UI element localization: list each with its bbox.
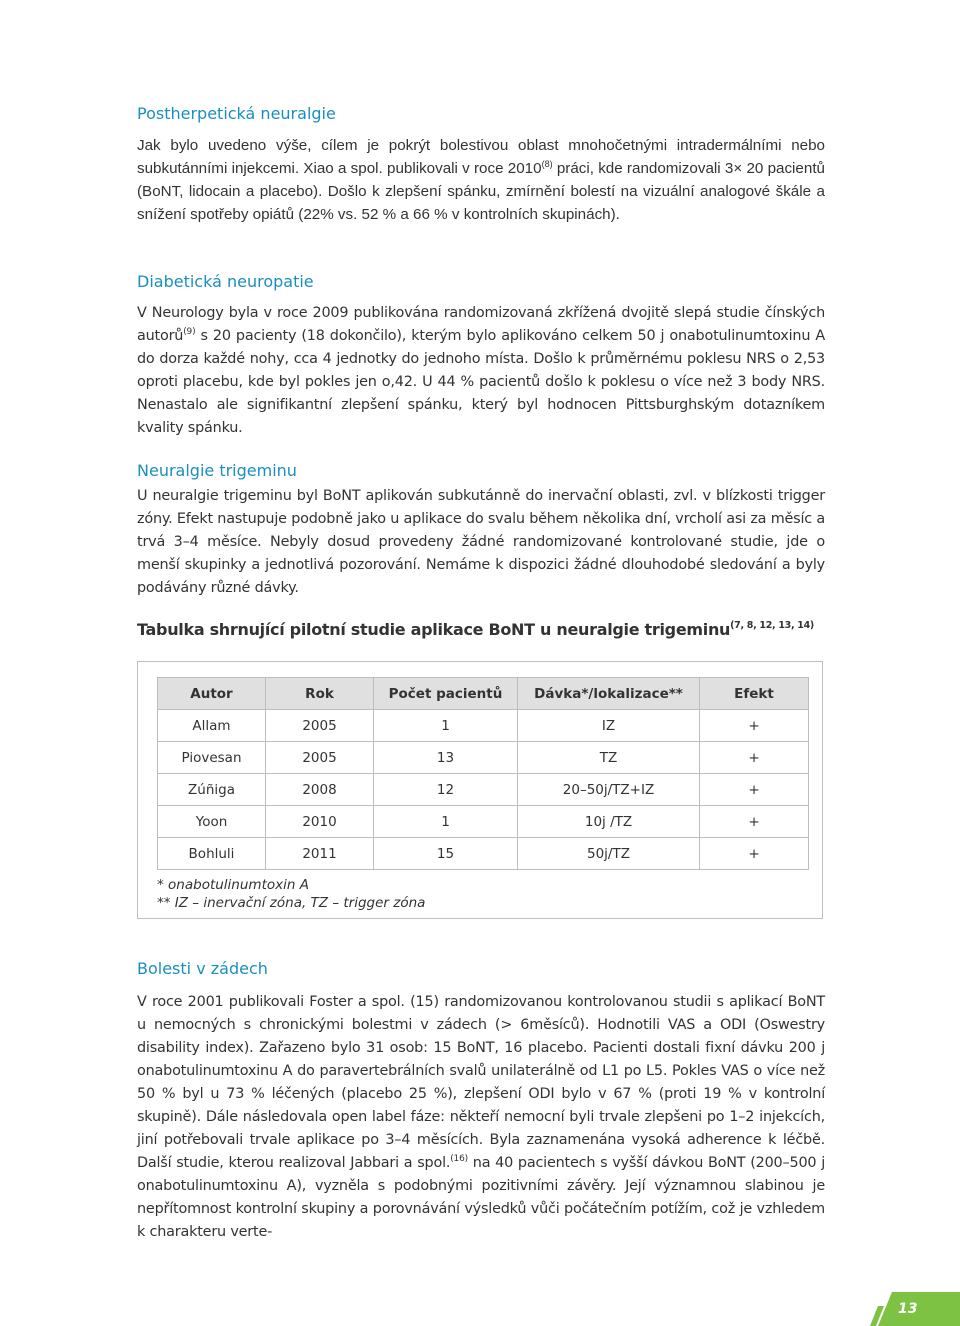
table-cell: IZ bbox=[518, 710, 700, 742]
table-cell: Bohluli bbox=[158, 838, 266, 870]
section-heading: Postherpetická neuralgie bbox=[137, 104, 336, 123]
section-paragraph bbox=[137, 991, 825, 1244]
column-header: Rok bbox=[266, 678, 374, 710]
table-cell: Yoon bbox=[158, 806, 266, 838]
column-header: Dávka*/lokalizace** bbox=[518, 678, 700, 710]
table-cell: 2008 bbox=[266, 774, 374, 806]
table-cell: + bbox=[700, 710, 809, 742]
table-cell: 2010 bbox=[266, 806, 374, 838]
table-cell: Allam bbox=[158, 710, 266, 742]
table-cell: + bbox=[700, 806, 809, 838]
table-row bbox=[158, 742, 809, 774]
column-header: Efekt bbox=[700, 678, 809, 710]
table-cell: + bbox=[700, 742, 809, 774]
table-row bbox=[158, 774, 809, 806]
reference-marker: (8) bbox=[541, 159, 553, 169]
table-title-block bbox=[137, 619, 857, 641]
table-footnotes bbox=[157, 876, 425, 912]
column-header: Počet pacientů bbox=[374, 678, 518, 710]
section-back-pain bbox=[137, 958, 825, 1244]
footnote: ** IZ – inervační zóna, TZ – trigger zóna bbox=[157, 895, 426, 911]
paragraph-text: práci, kde randomizovali 3× 20 pacientů (BoNT, lidocain a placebo). Došlo k zlepšení spánku, zmírnění bolestí na vizuální analogové škále a snížení spotřeby opiátů (22% vs. 52 % a 66 % v kontrolních skupinách). bbox=[137, 160, 825, 223]
section-paragraph bbox=[137, 134, 825, 226]
table-title-text: Tabulka shrnující pilotní studie aplikace BoNT u neuralgie trigeminu bbox=[137, 620, 731, 639]
table-cell: 20–50j/TZ+IZ bbox=[518, 774, 700, 806]
pilot-studies-table bbox=[157, 677, 809, 870]
table-cell: 12 bbox=[374, 774, 518, 806]
table-cell: 1 bbox=[374, 710, 518, 742]
table-cell: Piovesan bbox=[158, 742, 266, 774]
paragraph-text: V roce 2001 publikovali Foster a spol. (15) randomizovanou kontrolovanou studii s aplikací BoNT u nemocných s chronickými bolestmi v zádech (> 6měsíců). Hodnotili VAS a ODI (Oswestry disability index). Zařazeno bylo 31 osob: 15 BoNT, 16 placebo. Pacienti dostali fixní dávku 200 j onabotulinumtoxinu A do paravertebrálních svalů unilaterálně od L1 po L5. Pokles VAS o více než 50 % byl u 73 % léčených (placebo 25 %), zlepšení ODI bylo v 67 % (proti 19 % v kontrolní skupině). Dále následovala open label fáze: někteří nemocní byli trvale zlepšeni po 1–2 injekcích, jiní potřebovali trvale aplikace po 3–4 měsících. Byla zaznamenána vysoká adherence k léčbě. Další studie, kterou realizoval Jabbari a spol. bbox=[137, 994, 825, 1171]
reference-marker: (9) bbox=[183, 327, 196, 337]
table-cell: 15 bbox=[374, 838, 518, 870]
table-cell: 50j/TZ bbox=[518, 838, 700, 870]
paragraph-text: V Neurology byla v roce 2009 publikována randomizovaná zkřížená dvojitě slepá studie čínských autorů bbox=[137, 305, 825, 344]
table-cell: + bbox=[700, 838, 809, 870]
paragraph-text: Jak bylo uvedeno výše, cílem je pokrýt bolestivou oblast mnohočetnými intradermálními nebo subkutánními injekcemi. Xiao a spol. publikovali v roce 2010 bbox=[137, 137, 825, 177]
table-title bbox=[137, 619, 857, 641]
footnote: * onabotulinumtoxin A bbox=[157, 877, 309, 893]
section-postherpetic bbox=[137, 103, 825, 226]
table-cell: TZ bbox=[518, 742, 700, 774]
column-header: Autor bbox=[158, 678, 266, 710]
section-paragraph bbox=[137, 302, 825, 440]
table-row bbox=[158, 710, 809, 742]
table-header-row bbox=[158, 678, 809, 710]
page-number: 13 bbox=[898, 1301, 918, 1317]
table-cell: Zúñiga bbox=[158, 774, 266, 806]
paragraph-text: s 20 pacienty (18 dokončilo), kterým bylo aplikováno celkem 50 j onabotulinumtoxinu A do dorza každé nohy, cca 4 jednotky do jednoho místa. Došlo k průměrnému poklesu NRS o 2,53 oproti placebu, kde byl pokles jen o,42. U 44 % pacientů došlo k poklesu o více než 3 body NRS. Nenastalo ale signifikantní zlepšení spánku, který byl hodnocen Pittsburghským dotazníkem kvality spánku. bbox=[137, 328, 825, 436]
reference-marker: (16) bbox=[450, 1154, 468, 1164]
reference-marker: (7, 8, 12, 13, 14) bbox=[730, 620, 814, 631]
paragraph-text: na 40 pacientech s vyšší dávkou BoNT (200–500 j onabotulinumtoxinu A), vyzněla s podobnými pozitivními závěry. Její významnou slabinou je nepřítomnost kontrolní skupiny a porovnávání výsledků vůči počátečním potížím, což je vzhledem k charakteru verte- bbox=[137, 1155, 825, 1240]
table-cell: 10j /TZ bbox=[518, 806, 700, 838]
section-diabetic bbox=[137, 271, 825, 440]
table-cell: 2011 bbox=[266, 838, 374, 870]
section-heading: Neuralgie trigeminu bbox=[137, 461, 297, 480]
section-paragraph: U neuralgie trigeminu byl BoNT aplikován subkutánně do inervační oblasti, zvl. v blízkosti trigger zóny. Efekt nastupuje podobně jako u aplikace do svalu během několika dní, vrcholí asi za měsíc a trvá 3–4 měsíce. Nebyly dosud provedeny žádné randomizované kontrolované studie, jde o menší skupinky a jednotlivá pozorování. Nemáme k dispozici žádné dlouhodobé sledování a byly podávány různé dávky. bbox=[137, 488, 825, 596]
section-heading: Bolesti v zádech bbox=[137, 959, 268, 978]
table-cell: 13 bbox=[374, 742, 518, 774]
table-cell: 2005 bbox=[266, 710, 374, 742]
table-row bbox=[158, 838, 809, 870]
badge-shape bbox=[878, 1292, 960, 1326]
section-heading: Diabetická neuropatie bbox=[137, 272, 314, 291]
table-cell: 2005 bbox=[266, 742, 374, 774]
table-row bbox=[158, 806, 809, 838]
table-cell: + bbox=[700, 774, 809, 806]
table-cell: 1 bbox=[374, 806, 518, 838]
section-trigeminal bbox=[137, 460, 825, 600]
